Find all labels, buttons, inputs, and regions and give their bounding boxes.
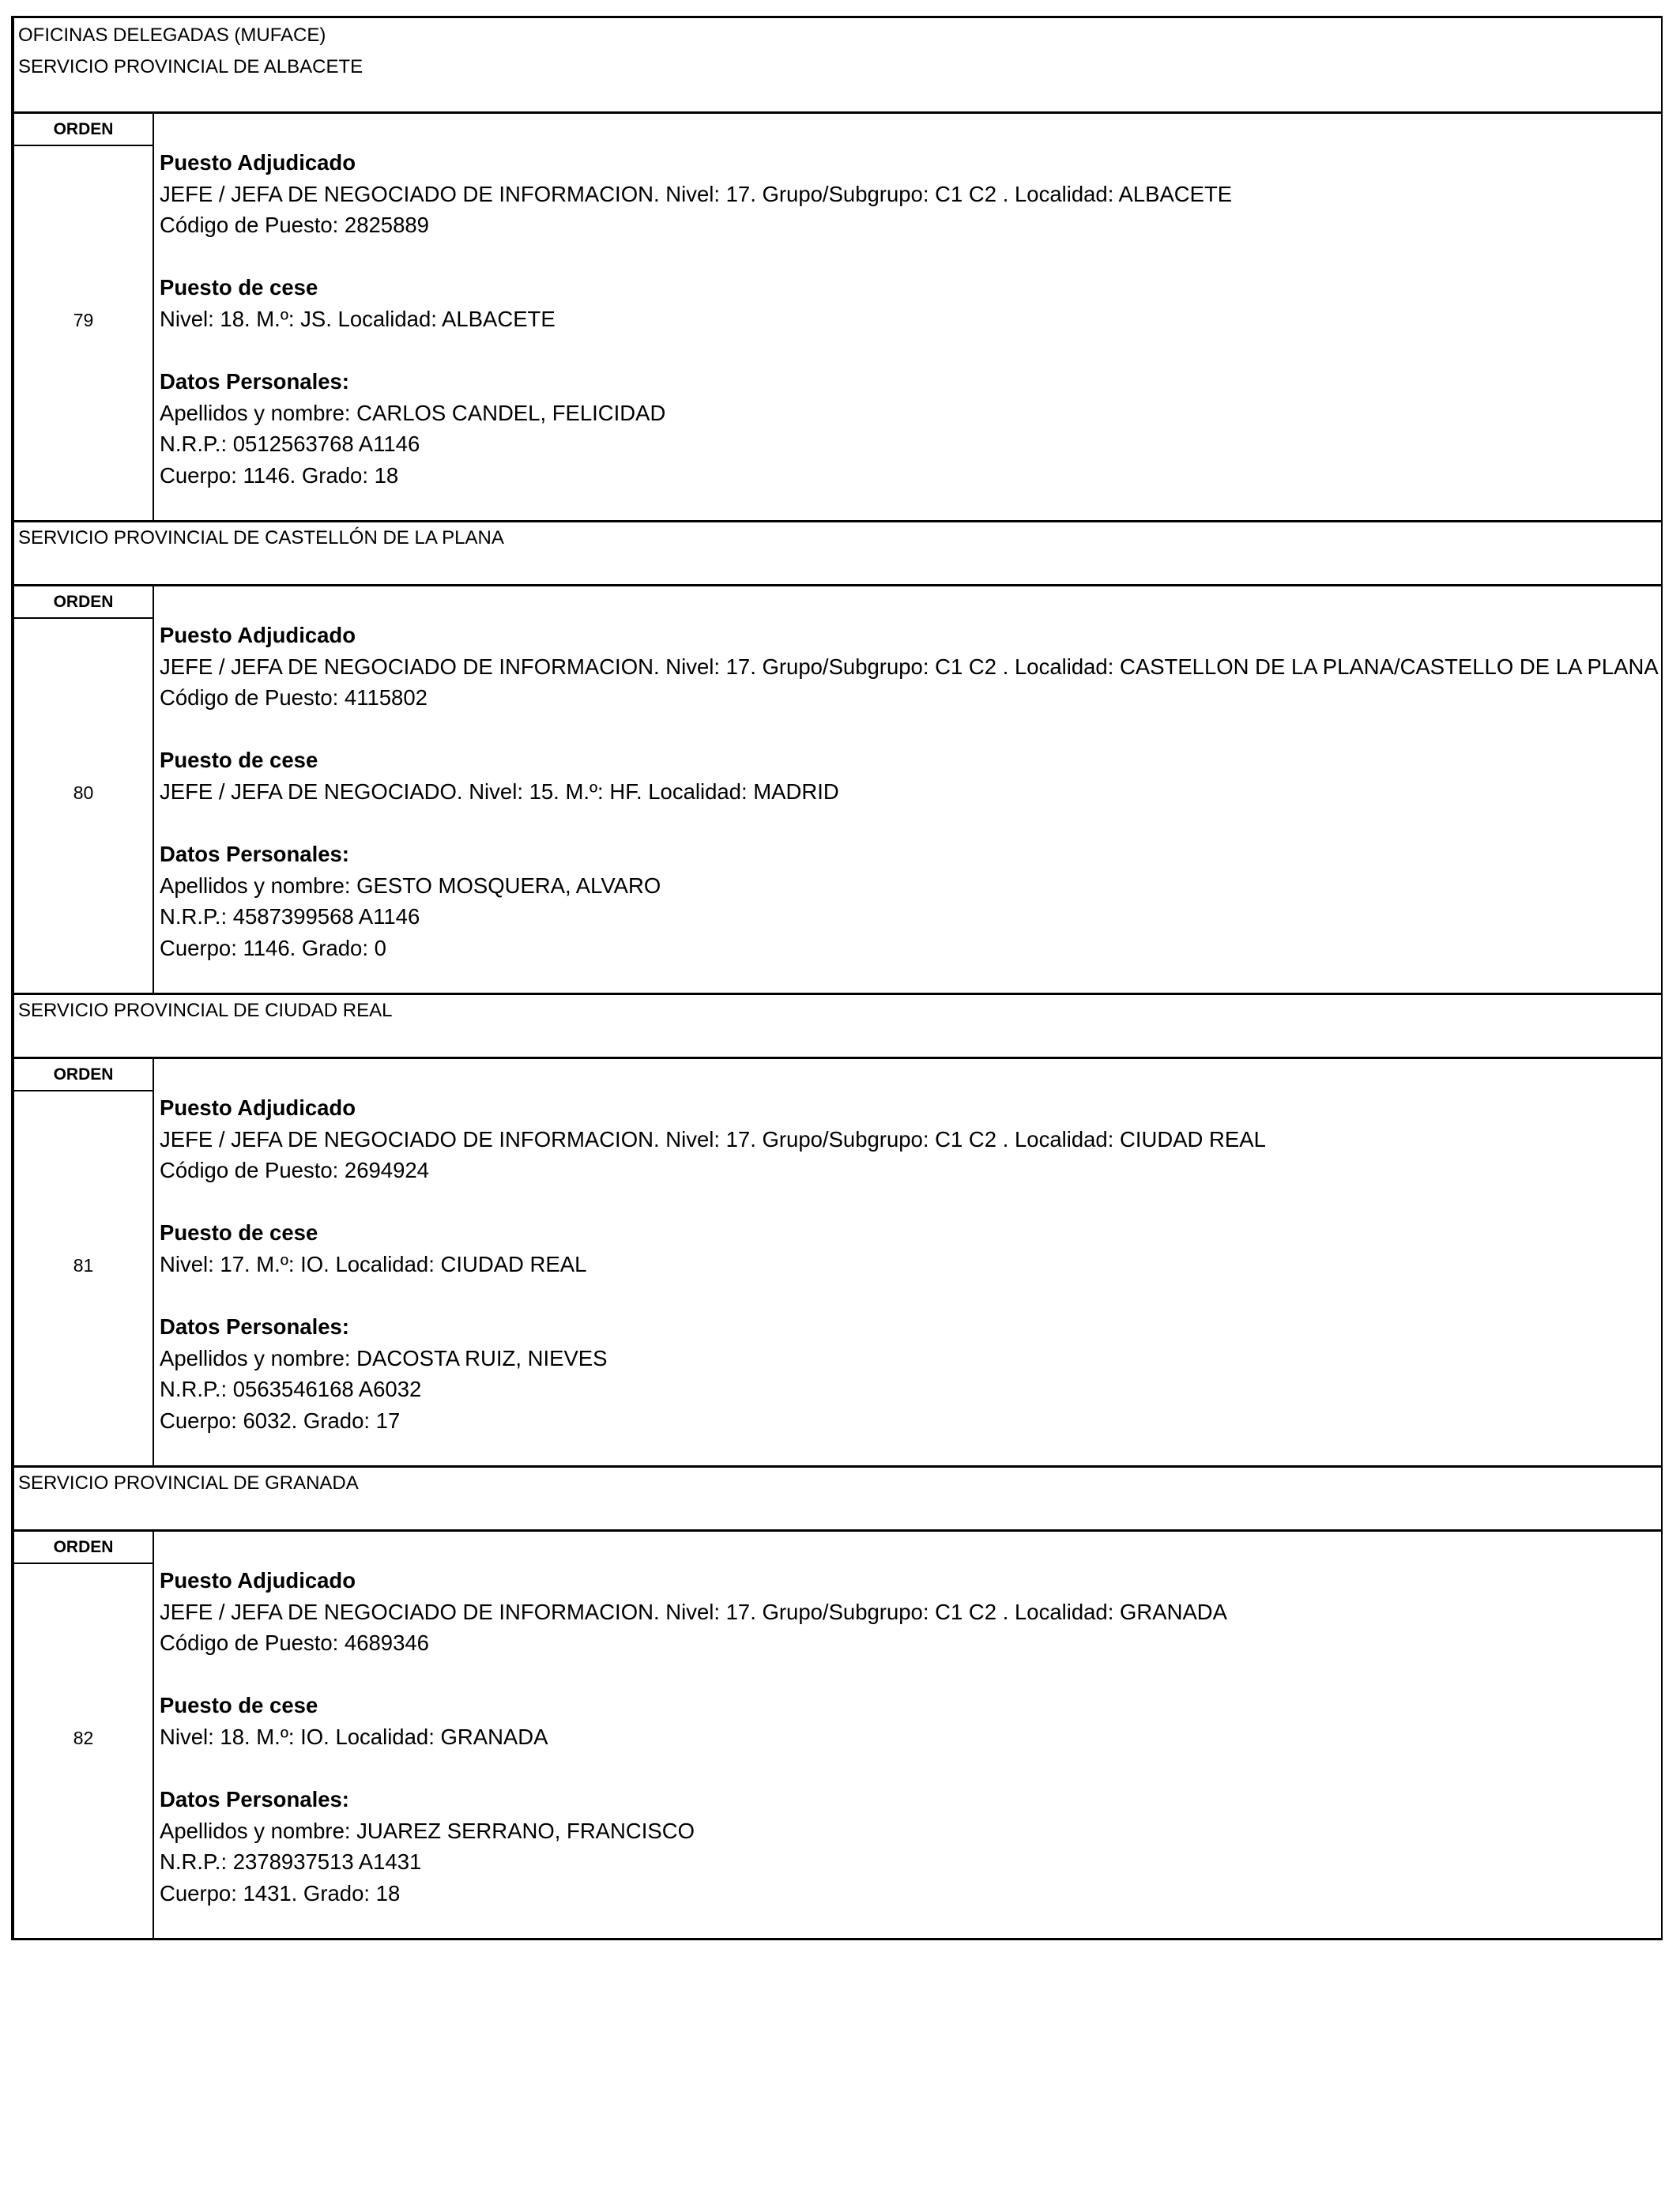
orden-column bbox=[14, 114, 154, 520]
entry-content bbox=[160, 1092, 1661, 1437]
codigo-puesto: Código de Puesto: 4689346 bbox=[160, 1630, 429, 1656]
orden-label: ORDEN bbox=[14, 1532, 153, 1564]
apellidos-nombre: Apellidos y nombre: GESTO MOSQUERA, ALVARO bbox=[160, 873, 661, 898]
puesto-cese-detail: JEFE / JEFA DE NEGOCIADO. Nivel: 15. M.º: HF. Localidad: MADRID bbox=[160, 778, 839, 804]
puesto-cese-detail: Nivel: 17. M.º: IO. Localidad: CIUDAD REAL bbox=[160, 1251, 587, 1276]
section-header bbox=[14, 993, 1661, 1057]
datos-personales-heading: Datos Personales: bbox=[160, 842, 349, 867]
cuerpo-grado: Cuerpo: 1431. Grado: 18 bbox=[160, 1880, 401, 1906]
puesto-adjudicado-detail: JEFE / JEFA DE NEGOCIADO DE INFORMACION. Nivel: 17. Grupo/Subgrupo: C1 C2 . Localidad: ALBACETE bbox=[160, 181, 1233, 206]
datos-personales-heading: Datos Personales: bbox=[160, 1787, 349, 1812]
puesto-adjudicado-detail: JEFE / JEFA DE NEGOCIADO DE INFORMACION. Nivel: 17. Grupo/Subgrupo: C1 C2 . Localidad: GRANADA bbox=[160, 1599, 1227, 1624]
apellidos-nombre: Apellidos y nombre: DACOSTA RUIZ, NIEVES bbox=[160, 1345, 608, 1370]
orden-label: ORDEN bbox=[14, 1059, 153, 1091]
codigo-puesto: Código de Puesto: 4115802 bbox=[160, 685, 428, 711]
datos-personales-heading: Datos Personales: bbox=[160, 1314, 349, 1340]
service-title: SERVICIO PROVINCIAL DE CIUDAD REAL bbox=[18, 1000, 393, 1021]
orden-label: ORDEN bbox=[14, 114, 153, 146]
puesto-cese-detail: Nivel: 18. M.º: JS. Localidad: ALBACETE bbox=[160, 306, 556, 331]
puesto-cese-heading: Puesto de cese bbox=[160, 748, 318, 773]
puesto-adjudicado-detail: JEFE / JEFA DE NEGOCIADO DE INFORMACION. Nivel: 17. Grupo/Subgrupo: C1 C2 . Localidad: CIUDAD REAL bbox=[160, 1126, 1266, 1152]
entry-block bbox=[14, 584, 1661, 993]
puesto-adjudicado-heading: Puesto Adjudicado bbox=[160, 150, 356, 175]
service-title: SERVICIO PROVINCIAL DE GRANADA bbox=[18, 1472, 359, 1494]
orden-column bbox=[14, 1059, 154, 1465]
puesto-adjudicado-heading: Puesto Adjudicado bbox=[160, 1095, 356, 1120]
cuerpo-grado: Cuerpo: 6032. Grado: 17 bbox=[160, 1408, 401, 1433]
nrp: N.R.P.: 4587399568 A1146 bbox=[160, 904, 420, 929]
service-title: SERVICIO PROVINCIAL DE ALBACETE bbox=[18, 56, 363, 77]
entry-block bbox=[14, 1529, 1661, 1938]
nrp: N.R.P.: 2378937513 A1431 bbox=[160, 1849, 422, 1875]
entry-content bbox=[160, 620, 1661, 964]
codigo-puesto: Código de Puesto: 2825889 bbox=[160, 213, 429, 238]
document-table bbox=[11, 16, 1663, 1940]
orden-number: 80 bbox=[73, 782, 94, 803]
entry-block bbox=[14, 1057, 1661, 1465]
cuerpo-grado: Cuerpo: 1146. Grado: 18 bbox=[160, 462, 399, 488]
entry-block bbox=[14, 111, 1661, 520]
cuerpo-grado: Cuerpo: 1146. Grado: 0 bbox=[160, 935, 386, 960]
section-header bbox=[14, 18, 1661, 111]
service-title: SERVICIO PROVINCIAL DE CASTELLÓN DE LA PLANA bbox=[18, 527, 504, 548]
datos-personales-heading: Datos Personales: bbox=[160, 369, 349, 394]
orden-column bbox=[14, 586, 154, 993]
puesto-adjudicado-heading: Puesto Adjudicado bbox=[160, 1568, 356, 1593]
orden-number: 82 bbox=[73, 1728, 94, 1748]
section-header bbox=[14, 520, 1661, 584]
puesto-cese-heading: Puesto de cese bbox=[160, 1220, 318, 1246]
nrp: N.R.P.: 0563546168 A6032 bbox=[160, 1377, 422, 1402]
orden-label: ORDEN bbox=[14, 586, 153, 619]
organization-title: OFICINAS DELEGADAS (MUFACE) bbox=[18, 25, 326, 46]
orden-number: 81 bbox=[73, 1255, 94, 1276]
codigo-puesto: Código de Puesto: 2694924 bbox=[160, 1158, 429, 1183]
apellidos-nombre: Apellidos y nombre: CARLOS CANDEL, FELICIDAD bbox=[160, 400, 666, 425]
orden-column bbox=[14, 1532, 154, 1938]
entry-content bbox=[160, 147, 1661, 492]
section-header bbox=[14, 1465, 1661, 1529]
puesto-cese-detail: Nivel: 18. M.º: IO. Localidad: GRANADA bbox=[160, 1724, 548, 1749]
puesto-cese-heading: Puesto de cese bbox=[160, 275, 318, 300]
puesto-adjudicado-heading: Puesto Adjudicado bbox=[160, 623, 356, 647]
apellidos-nombre: Apellidos y nombre: JUAREZ SERRANO, FRANCISCO bbox=[160, 1818, 695, 1843]
puesto-adjudicado-detail: JEFE / JEFA DE NEGOCIADO DE INFORMACION. Nivel: 17. Grupo/Subgrupo: C1 C2 . Localidad: CASTELLON DE LA PLANA/CASTELLO DE LA PLANA bbox=[160, 654, 1659, 679]
puesto-cese-heading: Puesto de cese bbox=[160, 1693, 318, 1718]
nrp: N.R.P.: 0512563768 A1146 bbox=[160, 432, 420, 457]
orden-number: 79 bbox=[73, 310, 94, 330]
entry-content bbox=[160, 1565, 1661, 1909]
